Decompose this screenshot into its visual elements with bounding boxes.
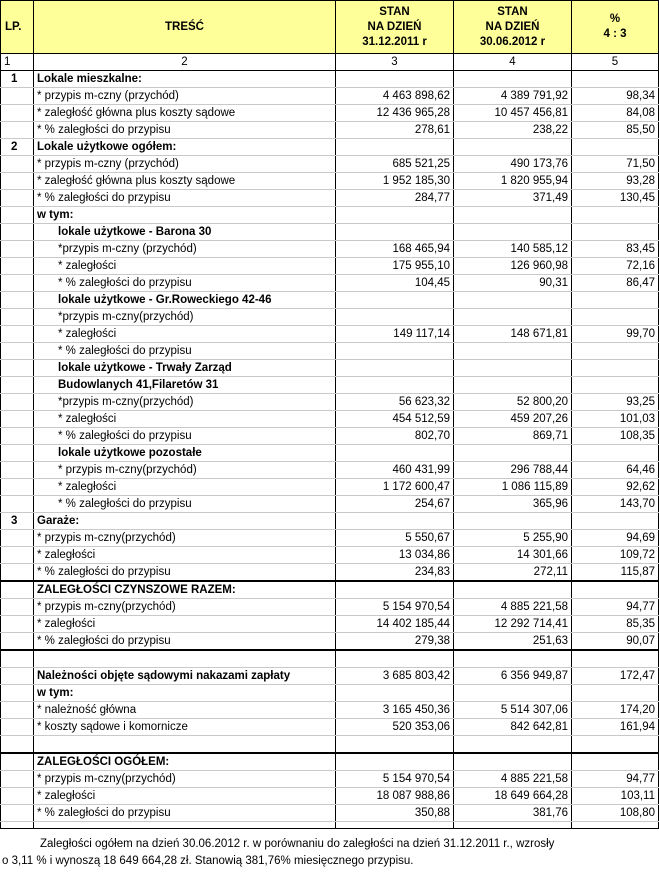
table-row: [1, 788, 659, 805]
row-value-31-12-2011: 3 165 450,36: [336, 702, 454, 719]
table-row: [1, 292, 659, 309]
row-value-31-12-2011: 278,61: [336, 122, 454, 139]
row-value-30-06-2012: [454, 650, 572, 668]
row-lp: [1, 530, 34, 547]
row-value-31-12-2011: [336, 139, 454, 156]
header-col3-line2: NA DZIEŃ: [367, 20, 422, 33]
row-lp: [1, 633, 34, 651]
row-value-31-12-2011: 454 512,59: [336, 411, 454, 428]
summary-line-1: Zaległości ogółem na dzień 30.06.2012 r. w porównaniu do zaległości na dzień 31.12.2011 r., wzrosły: [40, 838, 555, 850]
table-row: [1, 581, 659, 599]
row-value-31-12-2011: 350,88: [336, 805, 454, 822]
row-lp: [1, 190, 34, 207]
row-value-30-06-2012: 251,63: [454, 633, 572, 651]
row-lp: [1, 822, 34, 829]
header-lp: LP.: [1, 1, 34, 54]
row-value-31-12-2011: [336, 753, 454, 771]
table-row: [1, 105, 659, 122]
row-value-percent: [572, 139, 659, 156]
table-row: [1, 377, 659, 394]
row-value-30-06-2012: [454, 71, 572, 88]
row-value-31-12-2011: 284,77: [336, 190, 454, 207]
section-row: [1, 139, 659, 156]
table-row: [1, 530, 659, 547]
row-label: [34, 822, 336, 829]
row-value-30-06-2012: 490 173,76: [454, 156, 572, 173]
row-value-31-12-2011: [336, 71, 454, 88]
header-col3-line1: STAN: [379, 5, 410, 18]
column-index-5: 5: [572, 54, 659, 71]
spacer-row: [1, 650, 659, 668]
row-value-31-12-2011: [336, 513, 454, 530]
row-lp: [1, 719, 34, 736]
row-value-30-06-2012: 272,11: [454, 564, 572, 582]
row-value-30-06-2012: 365,96: [454, 496, 572, 513]
row-value-percent: 90,07: [572, 633, 659, 651]
row-lp: [1, 685, 34, 702]
row-value-30-06-2012: [454, 581, 572, 599]
row-value-30-06-2012: 18 649 664,28: [454, 788, 572, 805]
row-value-percent: [572, 445, 659, 462]
row-label: * zaległości: [34, 258, 336, 275]
row-value-30-06-2012: [454, 224, 572, 241]
row-value-30-06-2012: [454, 207, 572, 224]
row-label: * % zaległości do przypisu: [34, 564, 336, 582]
row-value-percent: [572, 292, 659, 309]
row-value-percent: 108,80: [572, 805, 659, 822]
row-value-percent: [572, 513, 659, 530]
row-value-30-06-2012: [454, 513, 572, 530]
row-lp: [1, 771, 34, 788]
row-value-30-06-2012: [454, 377, 572, 394]
row-value-percent: [572, 581, 659, 599]
row-value-percent: [572, 224, 659, 241]
row-label: *przypis m-czny(przychód): [34, 394, 336, 411]
row-value-percent: 85,50: [572, 122, 659, 139]
row-label: * zaległości: [34, 788, 336, 805]
row-value-percent: 115,87: [572, 564, 659, 582]
row-value-30-06-2012: 4 885 221,58: [454, 771, 572, 788]
header-row: [1, 1, 659, 54]
row-lp: [1, 411, 34, 428]
row-value-31-12-2011: [336, 445, 454, 462]
row-value-percent: 93,25: [572, 394, 659, 411]
row-label: * % zaległości do przypisu: [34, 190, 336, 207]
row-value-percent: 108,35: [572, 428, 659, 445]
row-value-31-12-2011: 685 521,25: [336, 156, 454, 173]
row-value-30-06-2012: 371,49: [454, 190, 572, 207]
row-value-percent: [572, 685, 659, 702]
table-row: [1, 479, 659, 496]
row-value-percent: [572, 71, 659, 88]
row-value-percent: 101,03: [572, 411, 659, 428]
column-index-3: 3: [336, 54, 454, 71]
table-row: [1, 445, 659, 462]
row-value-percent: [572, 360, 659, 377]
row-value-31-12-2011: [336, 309, 454, 326]
row-label: lokale użytkowe pozostałe: [34, 445, 336, 462]
row-label: * % zaległości do przypisu: [34, 343, 336, 360]
row-value-31-12-2011: 18 087 988,86: [336, 788, 454, 805]
row-lp: [1, 258, 34, 275]
row-value-30-06-2012: [454, 139, 572, 156]
row-label: * koszty sądowe i komornicze: [34, 719, 336, 736]
row-value-percent: 103,11: [572, 788, 659, 805]
row-value-percent: 99,70: [572, 326, 659, 343]
row-value-percent: 94,77: [572, 771, 659, 788]
row-value-percent: 143,70: [572, 496, 659, 513]
header-col4-line3: 30.06.2012 r: [479, 35, 546, 48]
row-value-30-06-2012: 869,71: [454, 428, 572, 445]
row-value-percent: 71,50: [572, 156, 659, 173]
row-lp: [1, 156, 34, 173]
row-lp: [1, 805, 34, 822]
row-lp: [1, 428, 34, 445]
row-value-30-06-2012: 4 885 221,58: [454, 599, 572, 616]
row-value-31-12-2011: 3 685 803,42: [336, 668, 454, 685]
row-label: * przypis m-czny(przychód): [34, 462, 336, 479]
row-label: ZALEGŁOŚCI CZYNSZOWE RAZEM:: [34, 581, 336, 599]
row-value-30-06-2012: 126 960,98: [454, 258, 572, 275]
row-value-31-12-2011: 802,70: [336, 428, 454, 445]
header-col3-line3: 31.12.2011 r: [362, 35, 427, 48]
row-value-31-12-2011: 175 955,10: [336, 258, 454, 275]
row-value-31-12-2011: 5 154 970,54: [336, 771, 454, 788]
row-lp: [1, 462, 34, 479]
table-row: [1, 411, 659, 428]
table-row: [1, 564, 659, 582]
row-value-31-12-2011: [336, 207, 454, 224]
header-col4-line1: STAN: [497, 5, 528, 18]
table-row: [1, 88, 659, 105]
row-value-31-12-2011: 56 623,32: [336, 394, 454, 411]
row-lp: [1, 581, 34, 599]
row-label: * zaległości: [34, 411, 336, 428]
row-value-percent: 93,28: [572, 173, 659, 190]
header-col3: [336, 1, 454, 54]
row-value-31-12-2011: 1 172 600,47: [336, 479, 454, 496]
row-label: * przypis m-czny(przychód): [34, 530, 336, 547]
header-col5-line1: %: [609, 13, 621, 25]
row-label: Lokale użytkowe ogółem:: [34, 139, 336, 156]
row-value-30-06-2012: 140 585,12: [454, 241, 572, 258]
row-lp: [1, 275, 34, 292]
row-label: [34, 650, 336, 668]
row-value-percent: 84,08: [572, 105, 659, 122]
row-value-31-12-2011: 5 154 970,54: [336, 599, 454, 616]
row-label: * przypis m-czny(przychód): [34, 771, 336, 788]
spacer-row: [1, 822, 659, 829]
row-value-30-06-2012: 1 820 955,94: [454, 173, 572, 190]
row-value-30-06-2012: [454, 343, 572, 360]
header-col5-line2: 4 : 3: [603, 28, 627, 40]
table-row: [1, 326, 659, 343]
row-value-31-12-2011: 4 463 898,62: [336, 88, 454, 105]
row-value-percent: 98,34: [572, 88, 659, 105]
row-value-30-06-2012: [454, 822, 572, 829]
row-value-31-12-2011: 14 402 185,44: [336, 616, 454, 633]
row-lp: [1, 564, 34, 582]
table-row: [1, 360, 659, 377]
table-row: [1, 309, 659, 326]
row-value-30-06-2012: 5 255,90: [454, 530, 572, 547]
row-value-31-12-2011: [336, 736, 454, 754]
table-row: [1, 156, 659, 173]
row-value-percent: [572, 650, 659, 668]
row-value-31-12-2011: 460 431,99: [336, 462, 454, 479]
row-value-31-12-2011: 104,45: [336, 275, 454, 292]
row-value-percent: 161,94: [572, 719, 659, 736]
row-label: lokale użytkowe - Trwały Zarząd: [34, 360, 336, 377]
row-value-percent: 64,46: [572, 462, 659, 479]
table-row: [1, 616, 659, 633]
summary-note: [0, 836, 659, 870]
table-row: [1, 462, 659, 479]
row-value-30-06-2012: [454, 360, 572, 377]
table-row: [1, 753, 659, 771]
table-row: [1, 343, 659, 360]
row-label: * zaległości: [34, 547, 336, 564]
row-value-30-06-2012: 14 301,66: [454, 547, 572, 564]
table-row: [1, 241, 659, 258]
row-value-31-12-2011: 234,83: [336, 564, 454, 582]
table-row: [1, 275, 659, 292]
row-value-31-12-2011: [336, 685, 454, 702]
row-value-30-06-2012: 5 514 307,06: [454, 702, 572, 719]
row-value-31-12-2011: 12 436 965,28: [336, 105, 454, 122]
row-value-30-06-2012: 4 389 791,92: [454, 88, 572, 105]
header-tresc: TREŚĆ: [34, 1, 336, 54]
column-index-1: 1: [1, 54, 34, 71]
row-label: * przypis m-czny (przychód): [34, 88, 336, 105]
row-lp: [1, 309, 34, 326]
row-lp: [1, 496, 34, 513]
row-value-30-06-2012: 10 457 456,81: [454, 105, 572, 122]
row-label: * % zaległości do przypisu: [34, 496, 336, 513]
row-value-percent: [572, 736, 659, 754]
row-lp: [1, 650, 34, 668]
section-row: [1, 71, 659, 88]
row-value-31-12-2011: 13 034,86: [336, 547, 454, 564]
column-index-4: 4: [454, 54, 572, 71]
row-value-percent: 109,72: [572, 547, 659, 564]
row-label: * przypis m-czny(przychód): [34, 599, 336, 616]
row-value-31-12-2011: 1 952 185,30: [336, 173, 454, 190]
header-col4: [454, 1, 572, 54]
row-value-31-12-2011: [336, 343, 454, 360]
row-value-percent: 130,45: [572, 190, 659, 207]
row-lp: [1, 668, 34, 685]
row-value-30-06-2012: 381,76: [454, 805, 572, 822]
row-label: [34, 736, 336, 754]
row-value-percent: 85,35: [572, 616, 659, 633]
row-value-31-12-2011: [336, 822, 454, 829]
row-value-percent: 72,16: [572, 258, 659, 275]
header-col4-line2: NA DZIEŃ: [485, 20, 540, 33]
section-row: [1, 513, 659, 530]
row-lp: 1: [1, 71, 34, 88]
row-lp: [1, 122, 34, 139]
row-label: Garaże:: [34, 513, 336, 530]
row-value-30-06-2012: [454, 753, 572, 771]
row-value-31-12-2011: [336, 224, 454, 241]
row-lp: [1, 360, 34, 377]
row-value-percent: 94,77: [572, 599, 659, 616]
table-row: [1, 207, 659, 224]
row-lp: [1, 292, 34, 309]
row-label: * zaległość główna plus koszty sądowe: [34, 173, 336, 190]
row-label: * zaległości: [34, 326, 336, 343]
row-label: w tym:: [34, 207, 336, 224]
row-value-percent: 92,62: [572, 479, 659, 496]
row-value-percent: [572, 822, 659, 829]
report-table-body: [1, 1, 659, 829]
row-lp: [1, 326, 34, 343]
table-row: [1, 805, 659, 822]
row-lp: [1, 599, 34, 616]
row-value-31-12-2011: [336, 581, 454, 599]
row-label: * % zaległości do przypisu: [34, 275, 336, 292]
row-lp: [1, 241, 34, 258]
header-col5: [572, 1, 659, 54]
row-value-30-06-2012: 1 086 115,89: [454, 479, 572, 496]
table-row: [1, 702, 659, 719]
row-value-31-12-2011: 149 117,14: [336, 326, 454, 343]
column-index-row: [1, 54, 659, 71]
row-value-30-06-2012: 12 292 714,41: [454, 616, 572, 633]
table-row: [1, 599, 659, 616]
row-value-30-06-2012: 90,31: [454, 275, 572, 292]
row-value-percent: 83,45: [572, 241, 659, 258]
row-lp: 3: [1, 513, 34, 530]
table-row: [1, 258, 659, 275]
row-value-30-06-2012: [454, 736, 572, 754]
row-lp: [1, 547, 34, 564]
row-label: ZALEGŁOŚCI OGÓŁEM:: [34, 753, 336, 771]
table-row: [1, 224, 659, 241]
row-value-31-12-2011: 279,38: [336, 633, 454, 651]
table-row: [1, 719, 659, 736]
row-value-31-12-2011: [336, 360, 454, 377]
row-label: lokale użytkowe - Barona 30: [34, 224, 336, 241]
row-value-percent: [572, 309, 659, 326]
row-lp: [1, 479, 34, 496]
row-lp: [1, 788, 34, 805]
row-lp: [1, 753, 34, 771]
row-lp: 2: [1, 139, 34, 156]
row-label: *przypis m-czny(przychód): [34, 309, 336, 326]
row-value-31-12-2011: 254,67: [336, 496, 454, 513]
row-lp: [1, 702, 34, 719]
row-lp: [1, 224, 34, 241]
row-value-percent: 94,69: [572, 530, 659, 547]
table-row: [1, 633, 659, 651]
row-lp: [1, 377, 34, 394]
row-value-percent: 174,20: [572, 702, 659, 719]
row-label: Należności objęte sądowymi nakazami zapłaty: [34, 668, 336, 685]
table-row: [1, 668, 659, 685]
row-label: lokale użytkowe - Gr.Roweckiego 42-46: [34, 292, 336, 309]
row-label: * zaległości: [34, 479, 336, 496]
row-label: * % zaległości do przypisu: [34, 633, 336, 651]
row-value-31-12-2011: [336, 292, 454, 309]
row-label: Budowlanych 41,Filaretów 31: [34, 377, 336, 394]
row-value-percent: [572, 377, 659, 394]
row-value-percent: [572, 343, 659, 360]
row-value-31-12-2011: [336, 650, 454, 668]
row-value-percent: 86,47: [572, 275, 659, 292]
row-label: * zaległości: [34, 616, 336, 633]
row-value-30-06-2012: 238,22: [454, 122, 572, 139]
row-value-31-12-2011: 520 353,06: [336, 719, 454, 736]
row-label: * przypis m-czny (przychód): [34, 156, 336, 173]
row-lp: [1, 445, 34, 462]
row-value-percent: [572, 753, 659, 771]
column-index-2: 2: [34, 54, 336, 71]
row-value-30-06-2012: 842 642,81: [454, 719, 572, 736]
row-label: w tym:: [34, 685, 336, 702]
row-label: *przypis m-czny (przychód): [34, 241, 336, 258]
summary-line-2: o 3,11 % i wynoszą 18 649 664,28 zł. Stanowią 381,76% miesięcznego przypisu.: [2, 855, 414, 867]
row-lp: [1, 88, 34, 105]
row-value-31-12-2011: 168 465,94: [336, 241, 454, 258]
table-row: [1, 394, 659, 411]
row-value-30-06-2012: 52 800,20: [454, 394, 572, 411]
row-value-30-06-2012: [454, 292, 572, 309]
row-value-30-06-2012: [454, 445, 572, 462]
table-row: [1, 173, 659, 190]
table-row: [1, 547, 659, 564]
row-value-percent: [572, 207, 659, 224]
row-lp: [1, 207, 34, 224]
row-value-31-12-2011: [336, 377, 454, 394]
table-row: [1, 122, 659, 139]
row-value-30-06-2012: [454, 309, 572, 326]
row-label: * % zaległości do przypisu: [34, 122, 336, 139]
table-row: [1, 428, 659, 445]
row-lp: [1, 343, 34, 360]
row-label: * zaległość główna plus koszty sądowe: [34, 105, 336, 122]
row-lp: [1, 173, 34, 190]
table-row: [1, 685, 659, 702]
row-label: Lokale mieszkalne:: [34, 71, 336, 88]
table-row: [1, 190, 659, 207]
row-lp: [1, 616, 34, 633]
table-row: [1, 771, 659, 788]
row-label: * należność główna: [34, 702, 336, 719]
row-value-30-06-2012: 459 207,26: [454, 411, 572, 428]
row-lp: [1, 736, 34, 754]
row-value-31-12-2011: 5 550,67: [336, 530, 454, 547]
row-value-percent: 172,47: [572, 668, 659, 685]
row-label: * % zaległości do przypisu: [34, 805, 336, 822]
row-value-30-06-2012: 296 788,44: [454, 462, 572, 479]
row-lp: [1, 105, 34, 122]
row-value-30-06-2012: 6 356 949,87: [454, 668, 572, 685]
row-value-30-06-2012: [454, 685, 572, 702]
row-label: * % zaległości do przypisu: [34, 428, 336, 445]
table-row: [1, 496, 659, 513]
spacer-row: [1, 736, 659, 754]
row-lp: [1, 394, 34, 411]
row-value-30-06-2012: 148 671,81: [454, 326, 572, 343]
